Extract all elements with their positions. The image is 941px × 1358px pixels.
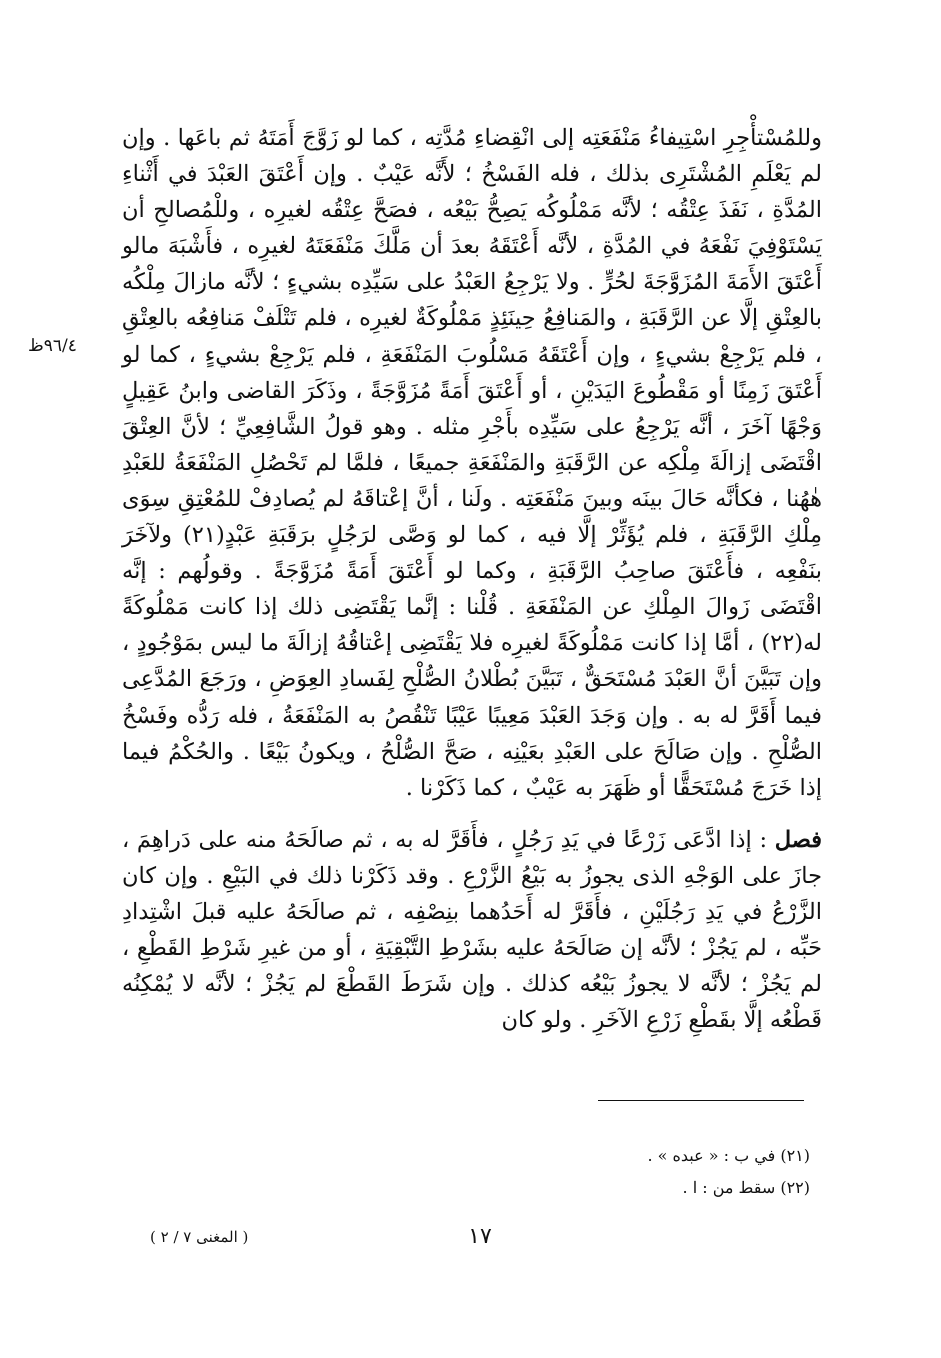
paragraph-2 xyxy=(122,822,822,1039)
section-label: فصل xyxy=(774,826,822,853)
signature-mark: ( المغنى ٧ / ٢ ) xyxy=(150,1228,249,1246)
margin-folio-note: ٩٦/٤ظ xyxy=(28,336,77,356)
footnotes xyxy=(520,1140,810,1204)
footnote-separator xyxy=(598,1100,804,1101)
paragraph-2-text: : إذا ادَّعَى زَرْعًا في يَدِ رَجُلٍ ، فأَقَرَّ له به ، ثم صالَحَهُ منه على دَراهِمَ ، جازَ على الوَجْهِ الذى يجوزُ به بَيْعُ الزَّرْعِ . وقد ذَكَرْنا ذلك في البَيْعِ . وإن كان الزَّرْعُ في يَدِ رَجُلَيْنِ ، فأَقَرَّ له أَحَدُهما بنِصْفِه ، ثم صالَحَهُ عليه قبلَ اشْتِدادِ حَبِّه ، لم يَجُزْ ؛ لأنَّه إن صَالَحَهُ عليه بشَرْطِ التَّبْقِيَةِ ، أو من غيرِ شَرْطِ القَطْعِ ، لم يَجُزْ ؛ لأنَّه لا يجوزُ بَيْعُه كذلك . وإن شَرَطَ القَطْعَ لم يَجُزْ ؛ لأنَّه لا يُمْكِنُه قَطْعُه إلَّا بقَطْعِ زَرْعِ الآخَرِ . ولو كان xyxy=(122,826,822,1034)
page-number: ١٧ xyxy=(468,1224,492,1249)
footnote-21: (٢١) في ب : « عبده » . xyxy=(647,1146,810,1165)
main-text xyxy=(122,120,822,1038)
footnote-22: (٢٢) سقط من : ا . xyxy=(682,1178,810,1197)
paragraph-1: وللمُسْتأْجِرِ اسْتِيفاءُ مَنْفَعَتِه إلى انْقِضاءِ مُدَّتِه ، كما لو زَوَّجَ أَمَتَهُ ثم باعَها . وإن لم يَعْلَمِ المُشْتَرِى بذلك ، فله الفَسْخُ ؛ لأَنَّه عَيْبٌ . وإن أَعْتَقَ العَبْدَ في أَثْناءِ المُدَّةِ ، نَفَذَ عِتْقُه ؛ لأنَّه مَمْلُوكُه يَصِحُّ بَيْعُه ، فصَحَّ عِتْقُه لغيرِه ، وللْمُصالحِ أن يَسْتَوْفِيَ نَفْعَهُ في المُدَّةِ ، لأنَّه أَعْتَقَهُ بعدَ أن مَلَّكَ مَنْفَعَتَهُ لغيرِه ، فأَشْبَهَ مالو أَعْتَقَ الأَمَةَ المُزَوَّجَةَ لحُرٍّ . ولا يَرْجِعُ العَبْدُ على سَيِّدِه بشيءٍ ؛ لأنَّه مازالَ مِلْكُه بالعِتْقِ إلَّا عن الرَّقَبَةِ ، والمَنافِعُ حِينَئِذٍ مَمْلُوكَةٌ لغيرِه ، فلم تَتْلَفْ مَنافِعُه بالعِتْقِ ، فلم يَرْجِعْ بشيءٍ ، وإن أَعْتَقَهُ مَسْلُوبَ المَنْفَعَةِ ، فلم يَرْجِعْ بشيءٍ ، كما لو أَعْتَقَ زَمِنًا أو مَقْطُوعَ اليَدَيْنِ ، أو أَعْتَقَ أَمَةً مُزَوَّجَةً ، وذَكَرَ القاضى وابنُ عَقِيلٍ وَجْهًا آخَرَ ، أنَّه يَرْجِعُ على سَيِّدِه بأَجْرِ مثله . وهو قولُ الشَّافِعِيِّ ؛ لأنَّ العِتْقَ اقْتَضَى إزالَةَ مِلْكِه عن الرَّقَبَةِ والمَنْفَعَةِ جميعًا ، فلمَّا لم تَحْصُلِ المَنْفَعَةُ للعَبْدِ هٰهُنا ، فكأنَّه حَالَ بينَه وبينَ مَنْفَعَتِه . ولَنا ، أنَّ إعْتاقَهُ لم يُصادِفْ للمُعْتِقِ سِوَى مِلْكِ الرَّقَبَةِ ، فلم يُؤَثِّرْ إلَّا فيه ، كما لو وَصَّى لرَجُلٍ برَقَبَةِ عَبْدٍ(٢١) ولآخَرَ بنَفْعِه ، فأَعْتَقَ صاحِبُ الرَّقَبَةِ ، وكما لو أَعْتَقَ أَمَةً مُزَوَّجَةً . وقولُهم : إنَّه اقْتَضَى زَوالَ المِلْكِ عن المَنْفَعَةِ . قُلْنا : إنَّما يَقْتَضِى ذلك إذا كانت مَمْلُوكَةً له(٢٢) ، أمَّا إذا كانت مَمْلُوكَةً لغيرِه فلا يَقْتَضِى إعْتاقُهُ إزالَةَ ما ليس بمَوْجُودٍ ، وإن تَبَيَّنَ أنَّ العَبْدَ مُسْتَحَقٌّ ، تَبَيَّنَ بُطْلانُ الصُّلْحِ لِفَسادِ العِوَضِ ، ورَجَعَ المُدَّعِى فيما أَقَرَّ له به . وإن وَجَدَ العَبْدَ مَعِيبًا عَيْبًا تَنْقُصُ به المَنْفَعَةُ ، فله رَدُّه وفَسْخُ الصُّلْحِ . وإن صَالَحَ على العَبْدِ بعَيْنِه ، صَحَّ الصُّلْحُ ، ويكونُ بَيْعًا . والحُكْمُ فيما إذا خَرَجَ مُسْتَحَقًّا أو ظَهَرَ به عَيْبٌ ، كما ذَكَرْنا . xyxy=(122,125,822,801)
